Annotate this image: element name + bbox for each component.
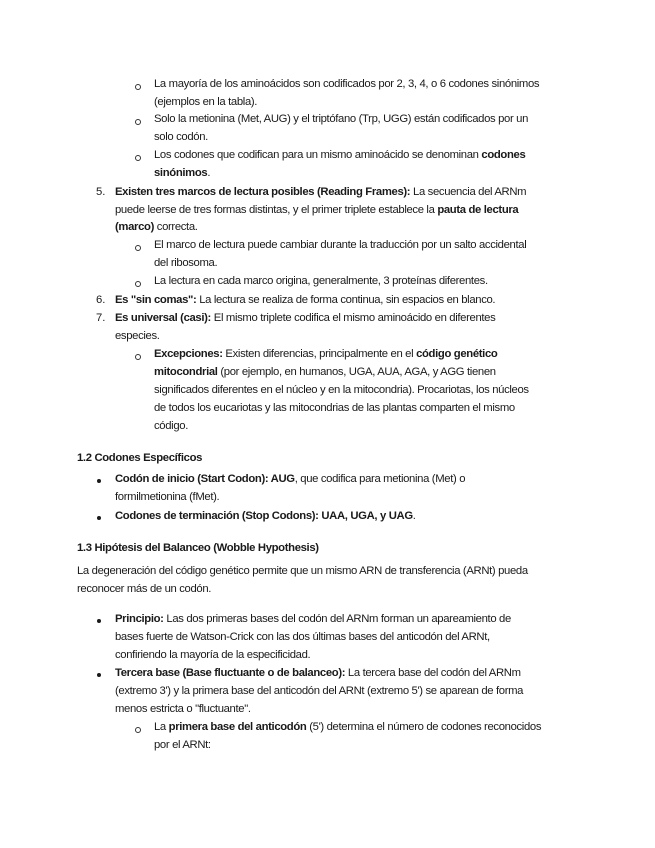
item7-sub1-text-a: Existen diferencias, principalmente en el xyxy=(222,348,417,360)
item5-line1 xyxy=(115,184,526,202)
s13-b2-bold: Tercera base (Base fluctuante o de balanceo): xyxy=(115,667,346,679)
item5-line2-bold: pauta de lectura xyxy=(437,204,519,216)
s12-b1-rest: , que codifica para metionina (Met) o xyxy=(294,473,466,485)
s13-b2-line3: menos estricta o "fluctuante". xyxy=(115,703,251,715)
item5-bold-title: Existen tres marcos de lectura posibles (Reading Frames): xyxy=(115,186,411,198)
s13-sub1-bold: primera base del anticodón xyxy=(168,721,307,733)
item5-line3-text: correcta. xyxy=(153,221,198,233)
s13-b1-bold: Principio: xyxy=(115,613,164,625)
list-a-sub1-line2: (ejemplos en la tabla). xyxy=(154,96,258,108)
item7-line2: especies. xyxy=(115,330,160,342)
s13-b2-line2: (extremo 3') y la primera base del anticodón del ARNt (extremo 5') se aparean de forma xyxy=(115,685,524,697)
circle-bullet-icon xyxy=(135,119,141,125)
s13-paragraph-line2: reconocer más de un codón. xyxy=(77,583,212,595)
s13-paragraph-line1: La degeneración del código genético permite que un mismo ARN de transferencia (ARNt) pueda xyxy=(77,565,528,577)
item7-sub1-line4: de todos los eucariotas y las mitocondrias de las plantas comparten el mismo xyxy=(154,402,515,414)
list-a-sub2-line2: solo codón. xyxy=(154,131,208,143)
list-a-sub1-line1: La mayoría de los aminoácidos son codificados por 2, 3, 4, o 6 codones sinónimos xyxy=(154,78,540,90)
item6-line xyxy=(115,292,495,310)
item6-rest: La lectura se realiza de forma continua, sin espacios en blanco. xyxy=(196,294,496,306)
item7-sub1-line1 xyxy=(154,346,497,364)
item5-line2 xyxy=(115,202,518,220)
item5-line3 xyxy=(115,219,198,237)
item5-line3-bold: (marco) xyxy=(115,221,154,233)
item5-sub1-line2: del ribosoma. xyxy=(154,257,218,269)
s12-b1-line2: formilmetionina (fMet). xyxy=(115,491,220,503)
circle-bullet-icon xyxy=(135,245,141,251)
s13-b1-line2: bases fuerte de Watson-Crick con las dos últimas bases del anticodón del ARNt, xyxy=(115,631,490,643)
circle-bullet-icon xyxy=(135,354,141,360)
list-a-sub2-line1: Solo la metionina (Met, AUG) y el triptófano (Trp, UGG) están codificados por un xyxy=(154,113,529,125)
list-a-sub3-bold: codones xyxy=(481,149,526,161)
s12-b2-bold: Codones de terminación (Stop Codons): UAA, UGA, y UAG xyxy=(115,510,413,522)
s12-b1-bold: Codón de inicio (Start Codon): AUG xyxy=(115,473,295,485)
item7-sub1-line5: código. xyxy=(154,420,188,432)
s12-b1-line1 xyxy=(115,471,465,489)
list-a-sub3-text: Los codones que codifican para un mismo aminoácido se denominan xyxy=(154,149,482,161)
list-a-sub3-line2 xyxy=(154,165,210,183)
section-1-3-heading: 1.3 Hipótesis del Balanceo (Wobble Hypothesis) xyxy=(77,542,319,554)
list-a-sub3-bold-2: sinónimos xyxy=(154,167,208,179)
s13-b2-line1 xyxy=(115,665,521,683)
list-number-7: 7. xyxy=(96,312,106,324)
s13-sub1-c: (5') determina el número de codones reconocidos xyxy=(306,721,542,733)
disc-bullet-icon xyxy=(97,619,101,623)
disc-bullet-icon xyxy=(97,673,101,677)
s13-b1-line3: confiriendo la mayoría de la especificidad. xyxy=(115,649,311,661)
circle-bullet-icon xyxy=(135,281,141,287)
item5-sub1-line1: El marco de lectura puede cambiar durante la traducción por un salto accidental xyxy=(154,239,527,251)
circle-bullet-icon xyxy=(135,727,141,733)
item7-line1-rest: El mismo triplete codifica el mismo aminoácido en diferentes xyxy=(210,312,496,324)
s13-sub1-line2: por el ARNt: xyxy=(154,739,211,751)
item7-line1 xyxy=(115,310,495,328)
disc-bullet-icon xyxy=(97,516,101,520)
s13-sub1-line1 xyxy=(154,719,541,737)
item7-sub1-bold: Excepciones: xyxy=(154,348,223,360)
item5-line2-text: puede leerse de tres formas distintas, y el primer triplete establece la xyxy=(115,204,438,216)
circle-bullet-icon xyxy=(135,84,141,90)
circle-bullet-icon xyxy=(135,155,141,161)
item5-line1-rest: La secuencia del ARNm xyxy=(410,186,527,198)
list-a-sub3-line1 xyxy=(154,147,525,165)
s13-b2-rest: La tercera base del codón del ARNm xyxy=(345,667,521,679)
item7-sub1-bold-b: código genético xyxy=(416,348,498,360)
list-a-sub3-period: . xyxy=(207,167,211,179)
item7-sub1-line2-text: (por ejemplo, en humanos, UGA, AUA, AGA, y AGG tienen xyxy=(217,366,496,378)
list-number-5: 5. xyxy=(96,186,106,198)
item7-sub1-line2-bold: mitocondrial xyxy=(154,366,218,378)
s12-b2-line xyxy=(115,508,416,526)
item5-sub2-line1: La lectura en cada marco origina, generalmente, 3 proteínas diferentes. xyxy=(154,275,488,287)
list-number-6: 6. xyxy=(96,294,106,306)
disc-bullet-icon xyxy=(97,479,101,483)
s12-b2-rest: . xyxy=(412,510,416,522)
item7-bold: Es universal (casi): xyxy=(115,312,211,324)
section-1-2-heading: 1.2 Codones Específicos xyxy=(77,452,203,464)
item6-bold: Es "sin comas": xyxy=(115,294,197,306)
s13-b1-line1 xyxy=(115,611,511,629)
item7-sub1-line2 xyxy=(154,364,496,382)
s13-b1-rest: Las dos primeras bases del codón del ARNm forman un apareamiento de xyxy=(163,613,511,625)
s13-sub1-a: La xyxy=(154,721,169,733)
item7-sub1-line3: significados diferentes en el núcleo y en la mitocondria). Procariotas, los núcleos xyxy=(154,384,529,396)
